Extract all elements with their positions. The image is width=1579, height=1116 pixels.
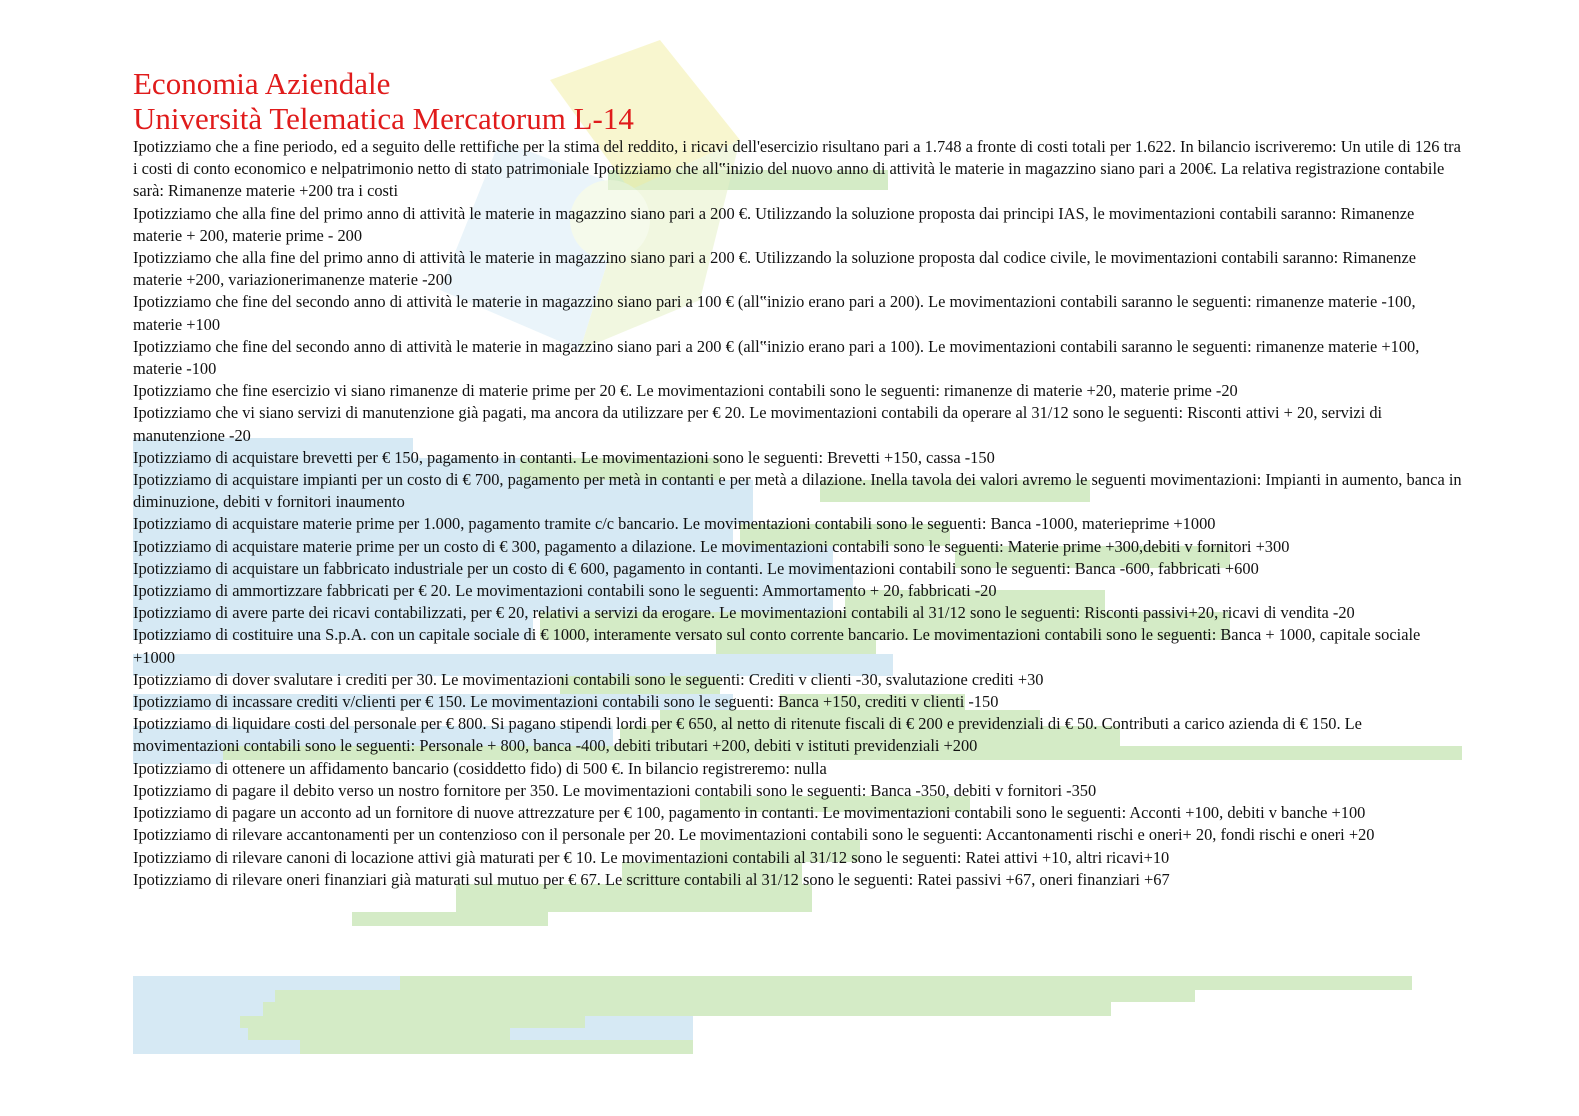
paragraph: Ipotizziamo che alla fine del primo anno di attività le materie in magazzino siano pari a 200 €. Utilizzando la soluzione proposta dai principi IAS, le movimentazioni contabili saranno: Rimanenze materie + 200, materie prime - 200 bbox=[133, 203, 1415, 245]
highlight-block bbox=[275, 990, 1195, 1002]
paragraph: Ipotizziamo di liquidare costi del personale per € 800. Si pagano stipendi lordi per € 650, al netto di ritenute fiscali di € 200 e previdenziali di € 50. Contributi a carico azienda di € 150. Le movimentazioni contabili sono le seguenti: Personale + 800, banca -400, debiti tributari +200, debiti v istituti previdenziali +200 bbox=[133, 714, 1362, 756]
document-title: Economia Aziendale bbox=[133, 66, 391, 101]
highlight-block bbox=[400, 976, 1412, 990]
paragraph: Ipotizziamo di pagare un acconto ad un fornitore di nuove attrezzature per € 100, pagamento in contanti. Le movimentazioni contabili sono le seguenti: Acconti +100, debiti v banche +100 bbox=[133, 803, 1366, 823]
paragraph: Ipotizziamo di ottenere un affidamento bancario (cosiddetto fido) di 500 €. In bilancio registreremo: nulla bbox=[133, 758, 827, 778]
highlight-block bbox=[300, 1040, 693, 1054]
paragraph: Ipotizziamo di costituire una S.p.A. con un capitale sociale di € 1000, interamente versato sul conto corrente bancario. Le movimentazioni contabili sono le seguenti: Banca + 1000, capitale sociale +1000 bbox=[133, 625, 1421, 667]
paragraph: Ipotizziamo che a fine periodo, ed a seguito delle rettifiche per la stima del reddito, i ricavi dell'esercizio risultano pari a 1.748 a fronte di costi totali per 1.622. In bilancio iscriveremo: Un utile di 126 tra i costi di conto economico e nelpatrimonio netto di stato patrimoniale Ipotizziamo che all‟inizio del nuovo anno di attività le materie in magazzino siano pari a 200€. La relativa registrazione contabile sarà: Rimanenze materie +200 tra i costi bbox=[133, 137, 1461, 201]
document-page bbox=[133, 66, 1463, 891]
paragraph: Ipotizziamo di ammortizzare fabbricati per € 20. Le movimentazioni contabili sono le seguenti: Ammortamento + 20, fabbricati -20 bbox=[133, 581, 997, 601]
paragraph: Ipotizziamo di rilevare canoni di locazione attivi già maturati per € 10. Le movimentazioni contabili al 31/12 sono le seguenti: Ratei attivi +10, altri ricavi+10 bbox=[133, 847, 1170, 867]
paragraph: Ipotizziamo di rilevare oneri finanziari già maturati sul mutuo per € 67. Le scritture contabili al 31/12 sono le seguenti: Ratei passivi +67, oneri finanziari +67 bbox=[133, 869, 1170, 889]
paragraph: Ipotizziamo di acquistare impianti per un costo di € 700, pagamento per metà in contanti e per metà a dilazione. Inella tavola dei valori avremo le seguenti movimentazioni: Impianti in aumento, banca in diminuzione, debiti v fornitori inaumento bbox=[133, 470, 1462, 512]
paragraph: Ipotizziamo di acquistare materie prime per un costo di € 300, pagamento a dilazione. Le movimentazioni contabili sono le seguenti: Materie prime +300,debiti v fornitori +300 bbox=[133, 536, 1290, 556]
paragraph-list bbox=[133, 136, 1463, 891]
paragraph: Ipotizziamo di acquistare materie prime per 1.000, pagamento tramite c/c bancario. Le movimentazioni contabili sono le seguenti: Banca -1000, materieprime +1000 bbox=[133, 514, 1216, 534]
paragraph: Ipotizziamo di avere parte dei ricavi contabilizzati, per € 20, relativi a servizi da erogare. Le movimentazioni contabili al 31/12 sono le seguenti: Risconti passivi+20, ricavi di vendita -20 bbox=[133, 603, 1355, 623]
paragraph: Ipotizziamo che fine esercizio vi siano rimanenze di materie prime per 20 €. Le movimentazioni contabili sono le seguenti: rimanenze di materie +20, materie prime -20 bbox=[133, 381, 1238, 401]
paragraph: Ipotizziamo di acquistare brevetti per € 150, pagamento in contanti. Le movimentazioni sono le seguenti: Brevetti +150, cassa -150 bbox=[133, 447, 995, 467]
paragraph: Ipotizziamo che alla fine del primo anno di attività le materie in magazzino siano pari a 200 €. Utilizzando la soluzione proposta dal codice civile, le movimentazioni contabili saranno: Rimanenze materie +200, variazionerimanenze materie -200 bbox=[133, 248, 1417, 290]
document-subtitle: Università Telematica Mercatorum L-14 bbox=[133, 101, 634, 136]
paragraph: Ipotizziamo di pagare il debito verso un nostro fornitore per 350. Le movimentazioni contabili sono le seguenti: Banca -350, debiti v fornitori -350 bbox=[133, 780, 1097, 800]
highlight-block bbox=[263, 1002, 1111, 1016]
paragraph: Ipotizziamo di dover svalutare i crediti per 30. Le movimentazioni contabili sono le seguenti: Crediti v clienti -30, svalutazione crediti +30 bbox=[133, 669, 1044, 689]
paragraph: Ipotizziamo che fine del secondo anno di attività le materie in magazzino siano pari a 100 € (all‟inizio erano pari a 200). Le movimentazioni contabili saranno le seguenti: rimanenze materie -100, materie +100 bbox=[133, 292, 1416, 334]
paragraph: Ipotizziamo che fine del secondo anno di attività le materie in magazzino siano pari a 200 € (all‟inizio erano pari a 100). Le movimentazioni contabili saranno le seguenti: rimanenze materie +100, materie -100 bbox=[133, 336, 1420, 379]
highlight-block bbox=[248, 1028, 510, 1040]
paragraph: Ipotizziamo che vi siano servizi di manutenzione già pagati, ma ancora da utilizzare per € 20. Le movimentazioni contabili da operare al 31/12 sono le seguenti: Risconti attivi + 20, servizi di manutenzione -20 bbox=[133, 403, 1383, 445]
paragraph: Ipotizziamo di incassare crediti v/clienti per € 150. Le movimentazioni contabili sono le seguenti: Banca +150, crediti v clienti -150 bbox=[133, 692, 999, 712]
highlight-block bbox=[240, 1016, 585, 1028]
paragraph: Ipotizziamo di acquistare un fabbricato industriale per un costo di € 600, pagamento in contanti. Le movimentazioni contabili sono le seguenti: Banca -600, fabbricati +600 bbox=[133, 558, 1259, 578]
paragraph: Ipotizziamo di rilevare accantonamenti per un contenzioso con il personale per 20. Le movimentazioni contabili sono le seguenti: Accantonamenti rischi e oneri+ 20, fondi rischi e oneri +20 bbox=[133, 825, 1375, 845]
highlight-block bbox=[352, 912, 548, 926]
